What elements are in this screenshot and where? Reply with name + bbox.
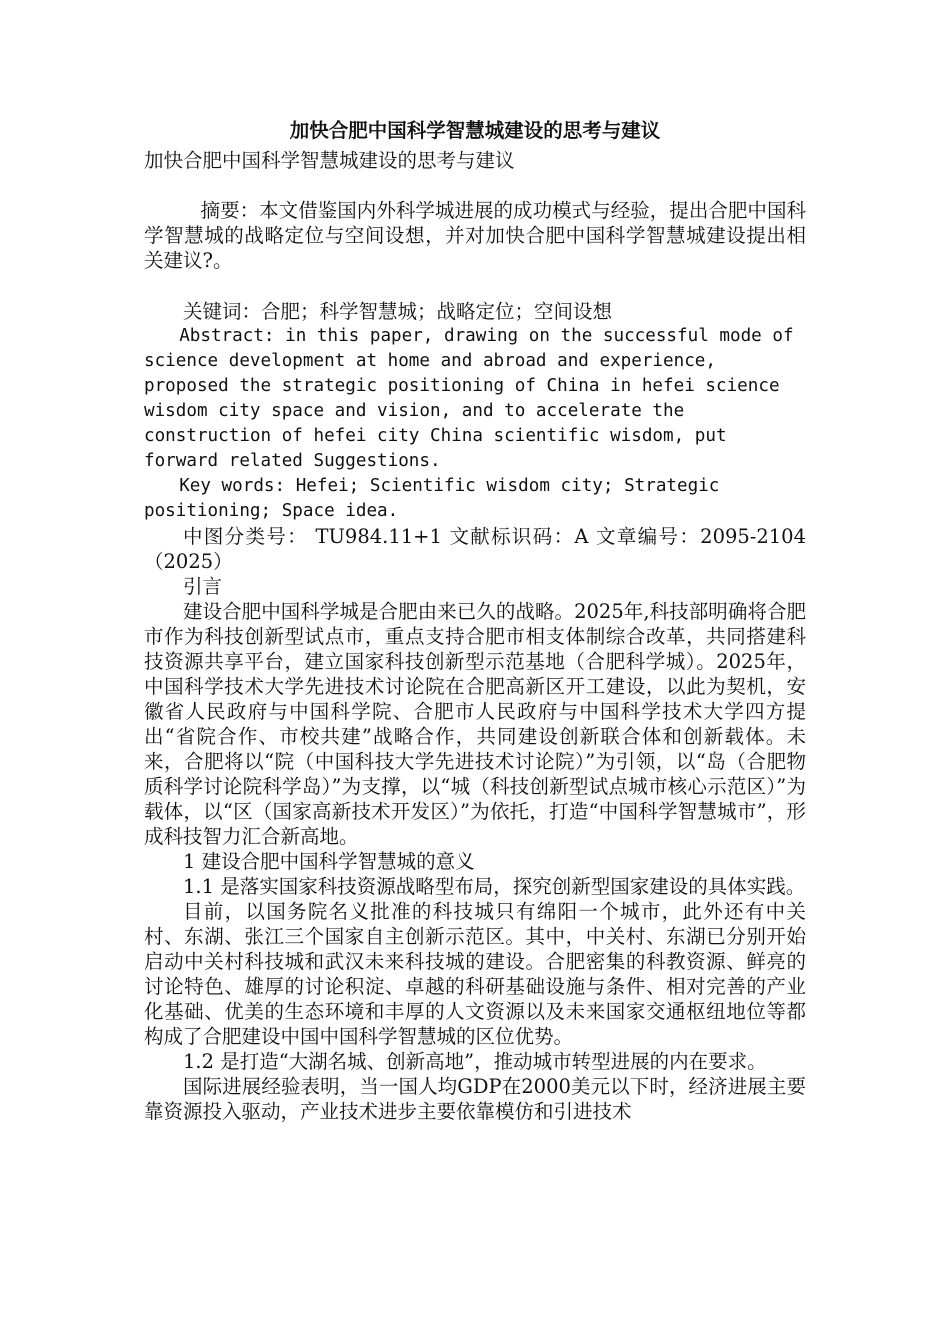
- spacer: [144, 273, 806, 299]
- abstract-english: Abstract: in this paper, drawing on the successful mode of science development at home and abroad and experience, proposed the strategic positioning of China in hefei science wisdom city space and vision, and to accelerate the construction of hefei city China scientific wisdom, put forward related Suggestions.: [144, 326, 794, 471]
- section-1-1-heading: 1.1 是落实国家科技资源战略型布局，探究创新型国家建设的具体实践。: [183, 875, 806, 898]
- classification-info: 中图分类号： TU984.11+1 文献标识码：A 文章编号：2095-2104（2025）: [144, 525, 806, 573]
- abstract-chinese: 摘要：本文借鉴国内外科学城进展的成功模式与经验，提出合肥中国科学智慧城的战略定位与空间设想，并对加快合肥中国科学智慧城建设提出相关建议?。: [144, 199, 806, 272]
- keywords-chinese: 关键词：合肥；科学智慧城；战略定位；空间设想: [183, 300, 613, 323]
- section-1-1-paragraph: 目前，以国务院名义批准的科技城只有绵阳一个城市，此外还有中关村、东湖、张江三个国家自主创新示范区。其中，中关村、东湖已分别开始启动中关村科技城和武汉未来科技城的建设。合肥密集的科教资源、鲜亮的讨论特色、雄厚的讨论积淀、卓越的科研基础设施与条件、相对完善的产业化基础、优美的生态环境和丰厚的人文资源以及未来国家交通枢纽地位等都构成了合肥建设中国中国科学智慧城的区位优势。: [144, 900, 806, 1048]
- intro-paragraph: 建设合肥中国科学城是合肥由来已久的战略。2025年,科技部明确将合肥市作为科技创新型试点市，重点支持合肥市相支体制综合改革，共同搭建科技资源共享平台，建立国家科技创新型示范基地（合肥科学城）。2025年，中国科学技术大学先进技术讨论院在合肥高新区开工建设，以此为契机，安徽省人民政府与中国科学院、合肥市人民政府与中国科学技术大学四方提出“省院合作、市校共建”战略合作，共同建设创新联合体和创新载体。未来，合肥将以“院（中国科技大学先进技术讨论院）”为引领，以“岛（合肥物质科学讨论院科学岛）”为支撑，以“城（科技创新型试点城市核心示范区）”为载体，以“区（国家高新技术开发区）”为依托，打造“中国科学智慧城市”，形成科技智力汇合新高地。: [144, 600, 806, 848]
- section-1-2-heading: 1.2 是打造“大湖名城、创新高地”，推动城市转型进展的内在要求。: [183, 1050, 767, 1073]
- intro-heading: 引言: [183, 575, 223, 598]
- document-title: 加快合肥中国科学智慧城建设的思考与建议: [289, 119, 661, 142]
- section-1-heading: 1 建设合肥中国科学智慧城的意义: [183, 850, 475, 873]
- document-subtitle: 加快合肥中国科学智慧城建设的思考与建议: [144, 149, 515, 172]
- document-page: [144, 118, 806, 1124]
- section-1-2-paragraph: 国际进展经验表明，当一国人均GDP在2000美元以下时，经济进展主要靠资源投入驱动，产业技术进步主要依靠模仿和引进技术: [144, 1075, 806, 1123]
- keywords-english: Key words: Hefei; Scientific wisdom city; Strategic positioning; Space idea.: [144, 476, 720, 521]
